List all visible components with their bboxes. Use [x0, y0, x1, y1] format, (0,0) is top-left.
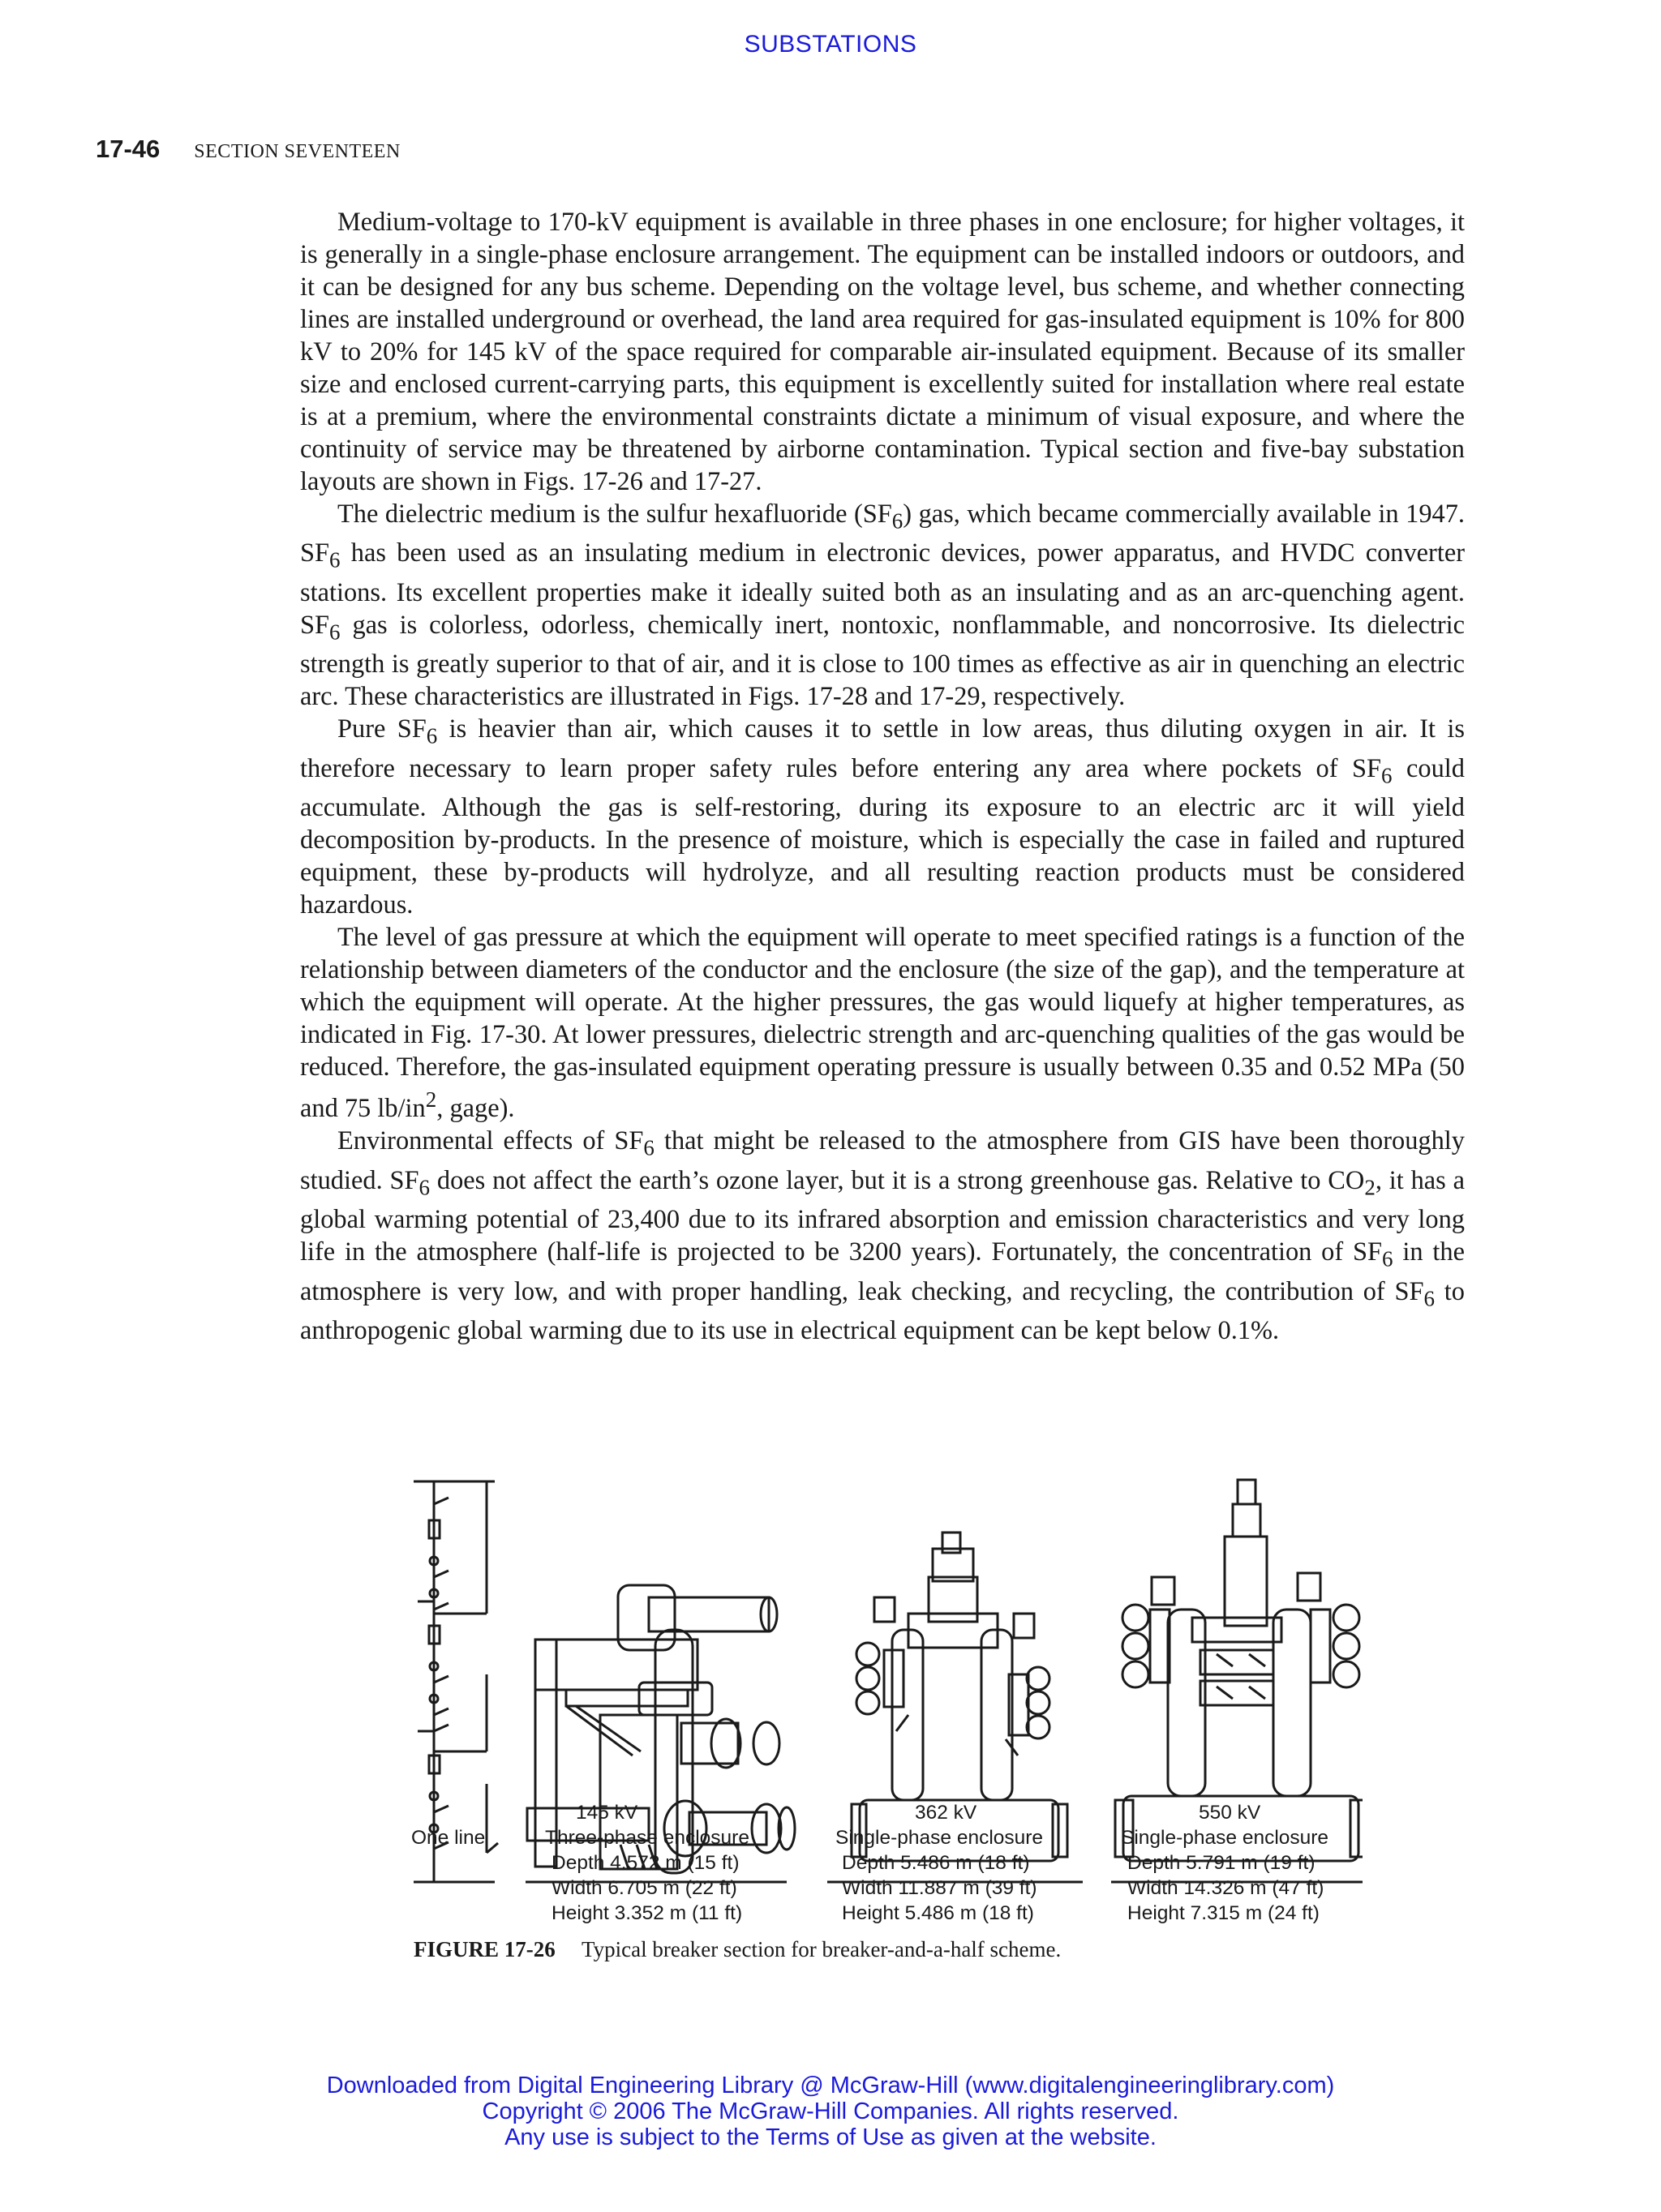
- paragraph-1: Medium-voltage to 170-kV equipment is available in three phases in one enclosure; for higher voltages, it is generally in a single-phase enclosure arrangement. The equipment can be installed indoors or outdoors, and it can be designed for any bus scheme. Depending on the voltage level, bus scheme, and whether connecting lines are installed underground or overhead, the land area required for gas-insulated equipment is 10% for 800 kV to 20% for 145 kV of the space required for comparable air-insulated equipment. Because of its smaller size and enclosed current-carrying parts, this equipment is excellently suited for installation where real estate is at a premium, where the environmental constraints dictate a minimum of visual exposure, and where the continuity of service may be threatened by airborne contamination. Typical section and five-bay substation layouts are shown in Figs. 17-26 and 17-27.: [300, 208, 1465, 496]
- footer-line-1[interactable]: Downloaded from Digital Engineering Library @ McGraw-Hill (www.digitalengineeringlibrary.com): [326, 2073, 1335, 2098]
- figure-caption-text: Typical breaker section for breaker-and-a-half scheme.: [582, 1937, 1062, 1961]
- unit-550kv-enclosure: Single-phase enclosure: [1121, 1827, 1329, 1849]
- section-name: SECTION SEVENTEEN: [194, 141, 401, 162]
- figure-caption-label: FIGURE 17-26: [414, 1937, 556, 1961]
- unit-550kv-voltage: 550 kV: [1199, 1802, 1261, 1824]
- paragraph-3: Pure $SF_6$ is heavier than air, which causes it to settle in low areas, thus diluting oxygen in air. It is therefore necessary to learn proper safety rules before entering any area where pockets of $SF_6$ could accumulate. Although the gas is self-restoring, during its exposure to an electric arc it will yield decomposition by-products. In the presence of moisture, which is especially the case in failed and ruptured equipment, these by-products will hydrolyze, and all resulting reaction products must be considered hazardous.: [300, 714, 1466, 920]
- page-header-title: SUBSTATIONS: [744, 31, 917, 58]
- footer-line-2: Copyright © 2006 The McGraw-Hill Companies. All rights reserved.: [482, 2098, 1179, 2124]
- one-line-diagram: [414, 1481, 498, 1882]
- paragraph-2: The dielectric medium is the sulfur hexafluoride $(SF_6)$ gas, which became commercially available in 1947. $SF_6$ has been used as an insulating medium in electronic devices, power apparatus, and HVDC converter stations. Its excellent properties make it ideally suited both as an insulating and as an arc-quenching agent. $SF_6$ gas is colorless, odorless, chemically inert, nontoxic, nonflammable, and noncorrosive. Its dielectric strength is greatly superior to that of air, and it is close to 100 times as effective as air in quenching an electric arc. These characteristics are illustrated in Figs. 17-28 and 17-29, respectively.: [300, 499, 1465, 712]
- unit-145kv-width: Width 6.705 m (22 ft): [552, 1877, 737, 1899]
- paragraph-5: Environmental effects of $SF_6$ that might be released to the atmosphere from GIS have been thoroughly studied. $SF_6$ does not affect the earth’s ozone layer, but it is a strong greenhouse gas. Relative to $CO_2$, it has a global warming potential of 23,400 due to its infrared absorption and emission characteristics and very long life in the atmosphere (half-life is projected to be 3200 years). Fortunately, the concentration of $SF_6$ in the atmosphere is very low, and with proper handling, leak checking, and recycling, the contribution of $SF_6$ to anthropogenic global warming due to its use in electrical equipment can be kept below 0.1%.: [300, 1126, 1466, 1346]
- body-text: [300, 206, 1465, 1347]
- unit-145kv-enclosure: Three-phase enclosure: [545, 1827, 749, 1849]
- paragraph-4: The level of gas pressure at which the equipment will operate to meet specified ratings is a function of the relationship between diameters of the conductor and the enclosure (the size of the gap), and the temperature at which the equipment will operate. At the higher pressures, the gas would liquefy at higher temperatures, as indicated in Fig. 17-30. At lower pressures, dielectric strength and arc-quenching qualities of the gas would be reduced. Therefore, the gas-insulated equipment operating pressure is usually between 0.35 and 0.52 MPa (50 and 75 $lb/in^2$, gage).: [300, 923, 1465, 1124]
- unit-145kv-depth: Depth 4.572 m (15 ft): [552, 1852, 740, 1874]
- unit-362kv-depth: Depth 5.486 m (18 ft): [842, 1852, 1030, 1874]
- unit-362kv-width: Width 11.887 m (39 ft): [842, 1877, 1037, 1899]
- unit-550kv-height: Height 7.315 m (24 ft): [1127, 1902, 1320, 1924]
- running-head: [96, 135, 401, 164]
- figure-caption: [414, 1937, 1061, 1962]
- unit-550kv-width: Width 14.326 m (47 ft): [1127, 1877, 1324, 1899]
- unit-362kv-height: Height 5.486 m (18 ft): [842, 1902, 1034, 1924]
- one-line-label: One line: [411, 1827, 486, 1849]
- figure-17-26: [406, 1472, 1363, 1983]
- unit-550kv-depth: Depth 5.791 m (19 ft): [1127, 1852, 1315, 1874]
- unit-362kv-enclosure: Single-phase enclosure: [835, 1827, 1044, 1849]
- footer-line-3: Any use is subject to the Terms of Use as given at the website.: [504, 2124, 1157, 2150]
- unit-145kv-voltage: 145 kV: [576, 1802, 638, 1824]
- footer: [0, 2073, 1661, 2150]
- unit-145kv-height: Height 3.352 m (11 ft): [552, 1902, 743, 1924]
- unit-362kv-voltage: 362 kV: [915, 1802, 977, 1824]
- page-number: 17-46: [96, 135, 161, 163]
